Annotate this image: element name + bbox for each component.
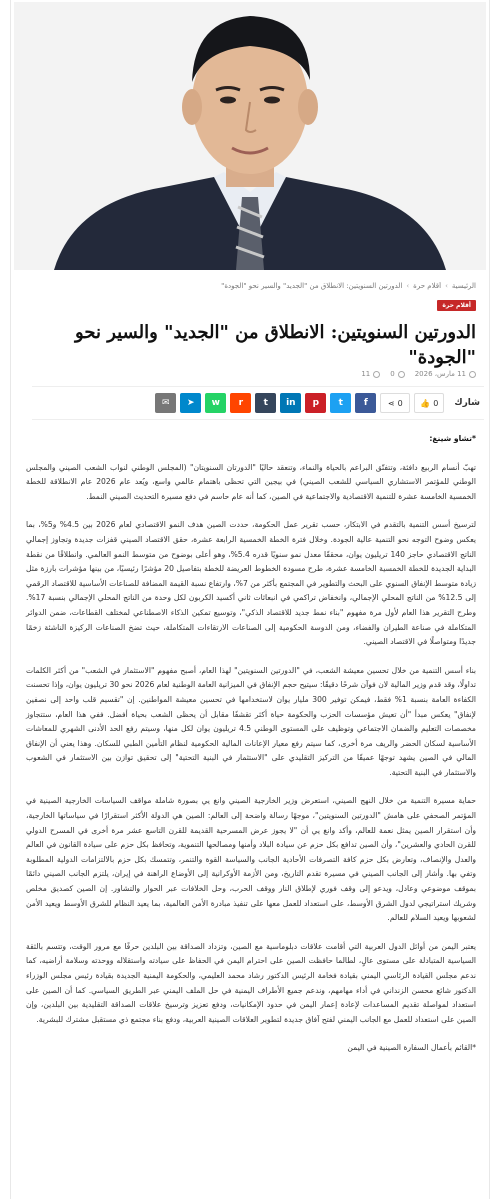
- breadcrumb-separator: ›: [406, 282, 410, 290]
- email-share-button[interactable]: [155, 393, 176, 413]
- facebook-icon: f: [363, 398, 368, 408]
- comment-icon: [398, 371, 405, 378]
- clock-icon: [469, 371, 476, 378]
- twitter-share-button[interactable]: [330, 393, 351, 413]
- breadcrumb-separator: ›: [445, 282, 448, 290]
- meta-views: 11: [361, 370, 380, 378]
- article-meta: [361, 370, 476, 378]
- article-paragraph: لترسيخ أسس التنمية بالتقدم في الابتكار، حسب تقرير عمل الحكومة، حددت الصين هدف النمو الاقتصادي لعام 2026 بين 4.5% و5%، بما يعكس وضوح التوجه نحو التنمية عالية الجودة. وخلال فترة الخطة الخمسية الرابعة عشرة، حقق الاقتصاد الصيني قفزات جديدة وتجاوز إجمالي الناتج الاقتصادي حاجز 140 تريليون يوان، محققًا معدل نمو سنويًا قدره 5.4%، وهو أعلى بوضوح من متوسط النمو العالمي. وانطلاقًا من نقطة البداية الجديدة للخطة الخمسية الخامسة عشرة، طرح مسودة الخطوط العريضة للخطة بتفاصيل 20 مؤشرًا رئيسيًا، من بينها مؤشرات بارزة مثل زيادة متوسط الإنفاق السنوي على البحث والتطوير في المجتمع بأكثر من 7%، وارتفاع نسبة القيمة المضافة للصناعات الأساسية للاقتصاد الرقمي إلى 12.5% من الناتج المحلي الإجمالي، وانخفاض تراكمي في انبعاثات ثاني أكسيد الكربون لكل وحدة من الناتج المحلي الإجمالي بنسبة 17%. وطرح التقرير هذا العام لأول مرة مفهوم "بناء نمط جديد للاقتصاد الذكي"، وتوسيع تمكين الذكاء الاصطناعي لمختلف القطاعات، ضمن الدوائر المتكاملة في صناعة الطيران والفضاء، ومن الدوسة الحكومية إلى الصناعات الارتقاءات المتكاملة، حيث تضخ الصناعات الركيزة الناشئة زخمًا جديدًا ومتواصلًا في الاقتصاد الصيني.: [26, 520, 477, 647]
- breadcrumb-current: الدورتين السنويتين: الانطلاق من "الجديد" والسير نحو "الجودة": [221, 282, 403, 290]
- meta-comments[interactable]: 0: [390, 370, 404, 378]
- whatsapp-share-button[interactable]: [205, 393, 226, 413]
- facebook-share-button[interactable]: [355, 393, 376, 413]
- article-body: [26, 432, 476, 1070]
- reddit-share-button[interactable]: [230, 393, 251, 413]
- email-icon: ✉: [162, 398, 170, 408]
- article-signature: *القائم بأعمال السفارة الصينية في اليمن: [347, 1043, 476, 1053]
- share-buttons: [155, 393, 376, 413]
- tumblr-share-button[interactable]: [255, 393, 276, 413]
- breadcrumb-category[interactable]: أقلام حرة: [413, 282, 442, 290]
- linkedin-share-button[interactable]: [280, 393, 301, 413]
- pinterest-share-button[interactable]: [305, 393, 326, 413]
- reddit-icon: r: [238, 398, 244, 408]
- article-paragraph: يعتبر اليمن من أوائل الدول العربية التي أقامت علاقات دبلوماسية مع الصين، وتزداد الصداقة بين البلدين حرفًا مع مرور الوقت، وتتسم بالثقة السياسية المتبادلة على مستوى عالٍ، لطالما حافظت الصين على احترام اليمن في الحفاظ على سيادته واستقلاله ووحدته وسلامة أراضيه، كما ندعم مجلس القيادة الرئاسي اليمني بقيادة فخامة الرئيس الدكتور رشاد محمد العليمي، والحكومة اليمنية الجديدة بقيادة رئيس مجلس الوزراء الدكتور شائع محسن الزنداني في أداء مهامهم، وندعم جميع الأطراف اليمنية في حل الملف اليمني عبر الطريق السياسي. كما أن الصين على استعداد لمواصلة تقديم المساعدات لإعادة إعمار اليمن في حدود الإمكانيات، ودفع تعزيز وترسيخ علاقات الصداقة التقليدية بين البلدين، وإن الصين على استعداد للعمل مع الجانب اليمني لفتح آفاق جديدة لتطوير العلاقات الصينية العربية، ودفع بناء مجتمع ذي مستقبل مشترك للبشرية.: [26, 941, 476, 1024]
- meta-date: 11 مارس، 2026: [415, 370, 476, 378]
- breadcrumb-home[interactable]: الرئيسية: [451, 282, 476, 290]
- telegram-share-button[interactable]: [180, 393, 201, 413]
- thumbs-up-icon: 👍: [420, 398, 431, 408]
- article-paragraph: حماية مسيرة التنمية من خلال النهج الصيني، استعرض وزير الخارجية الصيني وانغ يي بصورة شاملة مواقف السياسات الخارجية الصينية في المؤتمر الصحفي على هامش "الدورتين السنويتين"، موجهًا رسالة واضحة إلى العالم: الصين هي الدولة الأكثر استقرارًا في سياساتها الخارجية، وأن استقرار الصين يمثل نعمة للعالم، وأكد وانغ يي أن "لا يجوز عرض المسرحية القديمة للقرن التاسع عشر مرة أخرى في المسرح الدولي للقرن الحادي والعشرين"، وأن الصين تدافع بكل حزم عن سيادة البلاد وأمنها ومصالحها التنموية، وتحافظ بكل حزم على سيادة القانون في العالم والعدل والإنصاف، وتعارض بكل حزم كافة التصرفات الأحادية الجانب والسياسة القوة والتنمر، وتتمسك بكل حزم بالالتزامات الدولية المطلوبة وتفي بها. وأشار إلى الجانب الصيني في مسيرة تقدم التاريخ، ومن الأزمة الأوكرانية إلى الأوضاع الراهنة في إيران، يلتزم الجانب الصيني دائمًا بموقف موضوعي وعادل، ويدعو إلى وقف فوري لإطلاق النار ووقف الحرب، وحل الخلافات عبر الحوار والتشاور. إن الصين كصديق مخلص وشريك استراتيجي لدول الشرق الأوسط، على استعداد للعمل معها على تنفيذ مبادرة الأمن العالمية، بما يعيد النظام للشرق الأوسط ويعيد الأمن لشعوبها ويعيد السلام للعالم.: [26, 796, 476, 923]
- article-author: *تشاو شينغ:: [429, 434, 476, 443]
- pinterest-icon: p: [312, 398, 320, 408]
- article-paragraph: تهبّ أنسام الربيع دافئة، وتتفتّق البراعم بالحياة والنماء، وتنعقد حاليًا "الدورتان السنويتان" (المجلس الوطني لنواب الشعب الصيني والمجلس الوطني للمؤتمر الاستشاري السياسي للشعب الصيني) في بيجين التي تحظى باهتمام عالمي واسع، ويُعد عام 2026 عام الانطلاقة للخطة الخمسية الخامسة عشرة للتنمية الاقتصادية والاجتماعية في الصين، كما أنه عام حاسم في دفع مسيرة التحديث الصيني النمط.: [26, 462, 476, 501]
- twitter-icon: t: [338, 398, 343, 408]
- whatsapp-icon: w: [211, 398, 220, 408]
- eye-icon: [373, 371, 380, 378]
- share-label: شارك: [454, 398, 480, 408]
- linkedin-icon: in: [286, 398, 296, 408]
- share-count: ⋖ 0: [380, 393, 410, 413]
- article-title: الدورتين السنويتين: الانطلاق من "الجديد" والسير نحو "الجودة": [75, 322, 476, 368]
- tumblr-icon: t: [263, 398, 268, 408]
- article-paragraph: بناء أسس التنمية من خلال تحسين معيشة الشعب، في "الدورتين السنويتين" لهذا العام، أصبح مفهوم "الاستثمار في الشعب" من أكثر الكلمات تداولًا، وقد قدم وزير المالية لان فوآن شرحًا دقيقًا: سيتيح حجم الإنفاق في الميزانية العامة الوطنية لعام 2026 نحو 30 تريليون يوان، وإذا تحسنت الكفاءة العامة بنسبة 1% فقط، فيمكن توفير 300 مليار يوان لاستخدامها في تحسين معيشة المواطنين. إن "تقسيم قلب واحد إلى نصفين لإنفاق" يعكس مبدأ "أن تعيش مؤسسات الحزب والحكومة حياة أكثر تقشفًا مقابل أن يحظى الشعب بحياة أفضل. ففي هذا العام، ستتجاوز مخصصات التعليم والضمان الاجتماعي وتوظيف على المستوى الوطني 4.5 تريليون يوان لكل منها، وسيتم رفع الحد الأدنى الشهري للمعاشات الأساسية لسكان الحضر والريف مرة أخرى، كما سيتم رفع معيار الإعانات المالية الحكومية لنظام التأمين الطبي للسكان. وهذا يعني أن الإنفاق المالي في الصين يشهد توجهًا عميقًا من التركيز التقليدي على "الاستثمار في البنية التحتية" إلى تحقيق توازن بين الاستثمار في الشعوب والاستثمار في البنية التحتية.: [26, 665, 476, 777]
- share-bar: [32, 386, 484, 420]
- author-photo: [14, 2, 486, 270]
- breadcrumb: [24, 282, 476, 290]
- telegram-icon: ➤: [187, 398, 195, 408]
- share-icon: ⋖: [387, 398, 395, 408]
- like-button[interactable]: 👍 0: [414, 393, 444, 413]
- category-badge[interactable]: أقلام حرة: [437, 300, 476, 311]
